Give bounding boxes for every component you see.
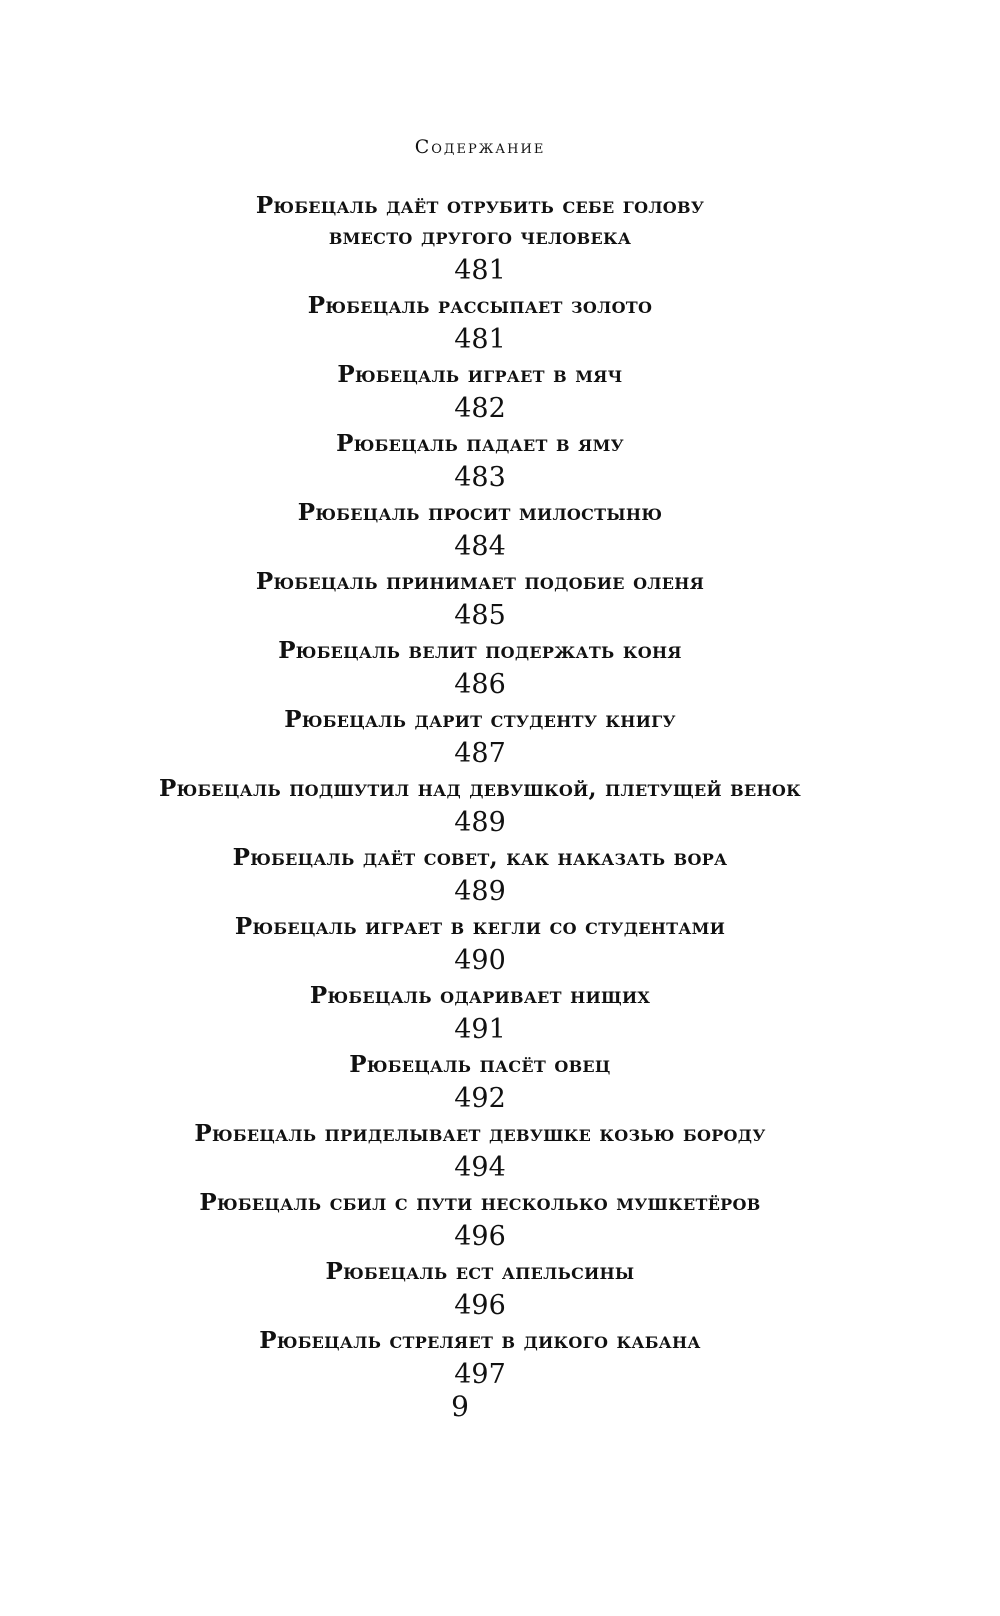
toc-entry bbox=[0, 842, 960, 911]
toc-entry-page: 484 bbox=[454, 531, 506, 562]
toc-entry-title: Рюбецаль приделывает девушке козью бороду bbox=[194, 1120, 766, 1147]
toc-entry bbox=[0, 1049, 960, 1118]
toc-entry bbox=[0, 566, 960, 635]
toc-entry-page: 494 bbox=[454, 1152, 506, 1183]
toc-entry bbox=[0, 1187, 960, 1256]
toc-entry-page: 485 bbox=[454, 600, 506, 631]
toc-entry-title: Рюбецаль подшутил над девушкой, плетущей венок bbox=[158, 775, 802, 802]
toc-entry bbox=[0, 704, 960, 773]
toc-entry bbox=[0, 497, 960, 566]
toc-entry-title: Рюбецаль принимает подобие оленя bbox=[255, 568, 705, 595]
toc-entry-page: 492 bbox=[454, 1083, 506, 1114]
toc-entry-title: Рюбецаль стреляет в дикого кабана bbox=[259, 1327, 701, 1354]
toc-entry-page: 486 bbox=[454, 669, 506, 700]
toc-entry-page: 497 bbox=[454, 1359, 506, 1390]
toc-entry-title: Рюбецаль дарит студенту книгу bbox=[284, 706, 676, 733]
toc-entry-page: 481 bbox=[454, 324, 506, 355]
toc-entry bbox=[0, 911, 960, 980]
toc-entry-page: 481 bbox=[454, 255, 506, 286]
toc-entry-title: Рюбецаль сбил с пути несколько мушкетёров bbox=[199, 1189, 761, 1216]
table-of-contents bbox=[0, 190, 960, 1394]
page-number: 9 bbox=[451, 1390, 469, 1423]
toc-entry bbox=[0, 1118, 960, 1187]
toc-entry-title: Рюбецаль рассыпает золото bbox=[307, 292, 653, 319]
toc-entry bbox=[0, 428, 960, 497]
toc-entry-title: Рюбецаль одаривает нищих bbox=[309, 982, 651, 1009]
toc-entry-title: Рюбецаль даёт отрубить себе голову вместо другого человека bbox=[255, 192, 705, 250]
toc-entry bbox=[0, 1256, 960, 1325]
toc-entry-page: 483 bbox=[454, 462, 506, 493]
running-head: Содержание bbox=[414, 136, 546, 158]
toc-entry bbox=[0, 290, 960, 359]
toc-entry-page: 491 bbox=[454, 1014, 506, 1045]
toc-entry-title: Рюбецаль просит милостыню bbox=[297, 499, 663, 526]
toc-entry-page: 482 bbox=[454, 393, 506, 424]
toc-entry-title: Рюбецаль даёт совет, как наказать вора bbox=[232, 844, 728, 871]
toc-entry-page: 496 bbox=[454, 1290, 506, 1321]
toc-entry-title: Рюбецаль велит подержать коня bbox=[278, 637, 682, 664]
toc-entry-title: Рюбецаль пасёт овец bbox=[349, 1051, 611, 1078]
toc-entry bbox=[0, 980, 960, 1049]
toc-entry bbox=[0, 359, 960, 428]
toc-entry-page: 490 bbox=[454, 945, 506, 976]
toc-entry-page: 496 bbox=[454, 1221, 506, 1252]
toc-entry-page: 489 bbox=[454, 807, 506, 838]
toc-entry-title: Рюбецаль играет в кегли со студентами bbox=[234, 913, 726, 940]
toc-entry-title: Рюбецаль играет в мяч bbox=[337, 361, 623, 388]
toc-entry bbox=[0, 773, 960, 842]
toc-entry-page: 489 bbox=[454, 876, 506, 907]
toc-entry bbox=[0, 190, 960, 290]
toc-entry bbox=[0, 635, 960, 704]
toc-entry-page: 487 bbox=[454, 738, 506, 769]
toc-entry bbox=[0, 1325, 960, 1394]
toc-entry-title: Рюбецаль ест апельсины bbox=[325, 1258, 635, 1285]
toc-entry-title: Рюбецаль падает в яму bbox=[336, 430, 624, 457]
